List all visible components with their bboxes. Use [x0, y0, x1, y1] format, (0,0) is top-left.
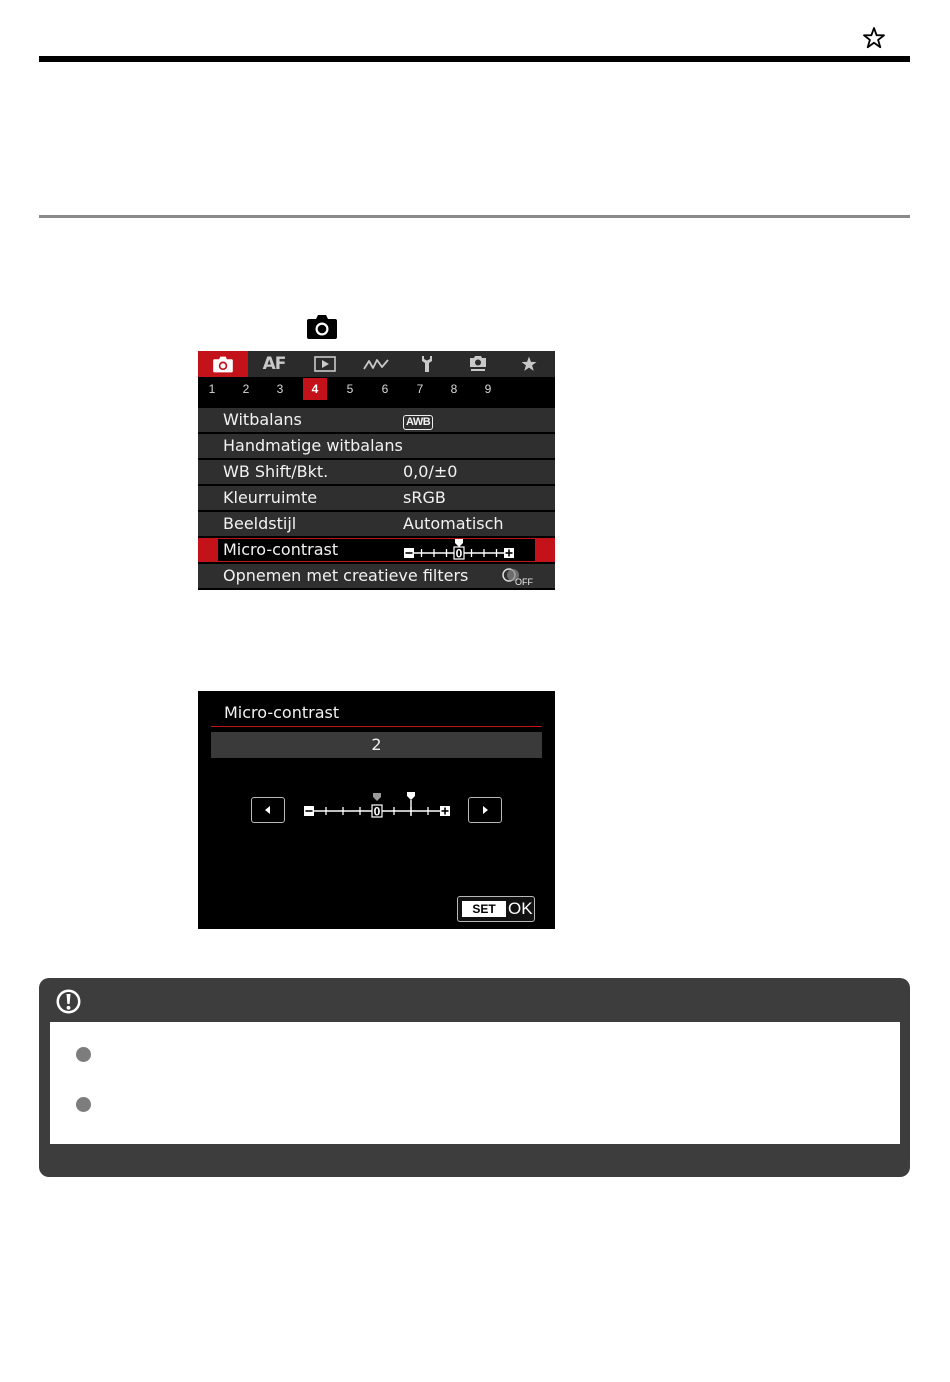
tab-af-label: AF: [262, 354, 286, 374]
camera-menu-screen: [198, 351, 555, 590]
page-number[interactable]: 7: [416, 382, 424, 396]
page-number[interactable]: 2: [242, 382, 250, 396]
tab-af[interactable]: [249, 351, 299, 377]
camera-icon: [212, 356, 234, 373]
filter-off-label: OFF: [515, 577, 533, 587]
star-outline-icon: [862, 26, 886, 50]
tab-custom[interactable]: [453, 351, 503, 377]
menu-item-label: Witbalans: [223, 410, 302, 429]
plus-sign: [508, 550, 510, 557]
menu-item-label: WB Shift/Bkt.: [223, 462, 329, 481]
current-pointer: [407, 792, 415, 800]
menu-item-label: Handmatige witbalans: [223, 436, 403, 455]
menu-item-creatieve-filters[interactable]: [198, 564, 555, 588]
menu-page-numbers: [198, 377, 555, 400]
wrench-icon: [419, 355, 435, 373]
set-label: SET: [462, 901, 506, 917]
page-number[interactable]: 5: [346, 382, 354, 396]
header-rule: [39, 56, 910, 62]
micro-contrast-scale: [403, 538, 521, 562]
tab-camera[interactable]: [198, 351, 248, 377]
menu-item-value: Automatisch: [403, 514, 504, 533]
section-divider: [39, 215, 910, 218]
arrow-right-icon: [480, 805, 490, 815]
filter-off-icon: [501, 566, 531, 586]
page-number[interactable]: 3: [276, 382, 284, 396]
zero-label: 0: [455, 546, 463, 561]
menu-item-kleurruimte[interactable]: [198, 486, 555, 510]
arrow-left-icon: [263, 805, 273, 815]
menu-tab-bar: [198, 351, 555, 377]
page-number[interactable]: 8: [450, 382, 458, 396]
tab-setup[interactable]: [402, 351, 452, 377]
current-value: 2: [211, 732, 542, 758]
contrast-scale-marks: [404, 539, 514, 561]
decrease-button[interactable]: [251, 797, 285, 823]
minus-sign: [406, 552, 413, 554]
increase-button[interactable]: [468, 797, 502, 823]
star-icon: [520, 355, 538, 373]
caution-icon: [55, 988, 82, 1015]
page-number[interactable]: 6: [381, 382, 389, 396]
tab-wireless[interactable]: [351, 351, 401, 377]
menu-item-value: [403, 408, 433, 432]
play-icon: [314, 356, 336, 372]
zero-label: 0: [373, 804, 381, 819]
menu-item-micro-contrast[interactable]: [198, 538, 555, 562]
adjust-contrast-scale: [302, 789, 454, 823]
contrast-scale-marks: [304, 792, 450, 819]
custom-camera-icon: [468, 355, 488, 373]
menu-item-value: sRGB: [403, 488, 446, 507]
page-number[interactable]: 1: [208, 382, 216, 396]
page-number-active[interactable]: 4: [303, 378, 327, 400]
wireless-icon: [363, 357, 389, 371]
menu-item-value: 0,0/±0: [403, 462, 458, 481]
menu-item-label: Opnemen met creatieve filters: [223, 566, 469, 585]
previous-pointer: [373, 793, 381, 801]
tab-mymenu[interactable]: [504, 351, 554, 377]
menu-item-wb-shift[interactable]: [198, 460, 555, 484]
plus-sign: [444, 808, 446, 815]
page-number[interactable]: 9: [484, 382, 492, 396]
micro-contrast-adjust-screen: [198, 691, 555, 929]
camera-icon: [306, 314, 338, 340]
tab-playback[interactable]: [300, 351, 350, 377]
caution-content: [50, 1022, 900, 1144]
awb-badge: AWB: [403, 415, 433, 430]
menu-item-label: Kleurruimte: [223, 488, 318, 507]
menu-item-handmatige-witbalans[interactable]: [198, 434, 555, 458]
title-underline: [211, 726, 542, 727]
menu-item-witbalans[interactable]: [198, 408, 555, 432]
minus-sign: [306, 810, 313, 812]
menu-item-beeldstijl[interactable]: [198, 512, 555, 536]
bullet-point: [76, 1047, 91, 1062]
bullet-point: [76, 1097, 91, 1112]
menu-item-label: Beeldstijl: [223, 514, 297, 533]
set-ok-button[interactable]: [457, 896, 535, 922]
menu-item-label: Micro-contrast: [223, 540, 339, 559]
caution-box: [39, 978, 910, 1177]
ok-label: OK: [508, 899, 533, 918]
screen-title: Micro-contrast: [224, 703, 340, 722]
